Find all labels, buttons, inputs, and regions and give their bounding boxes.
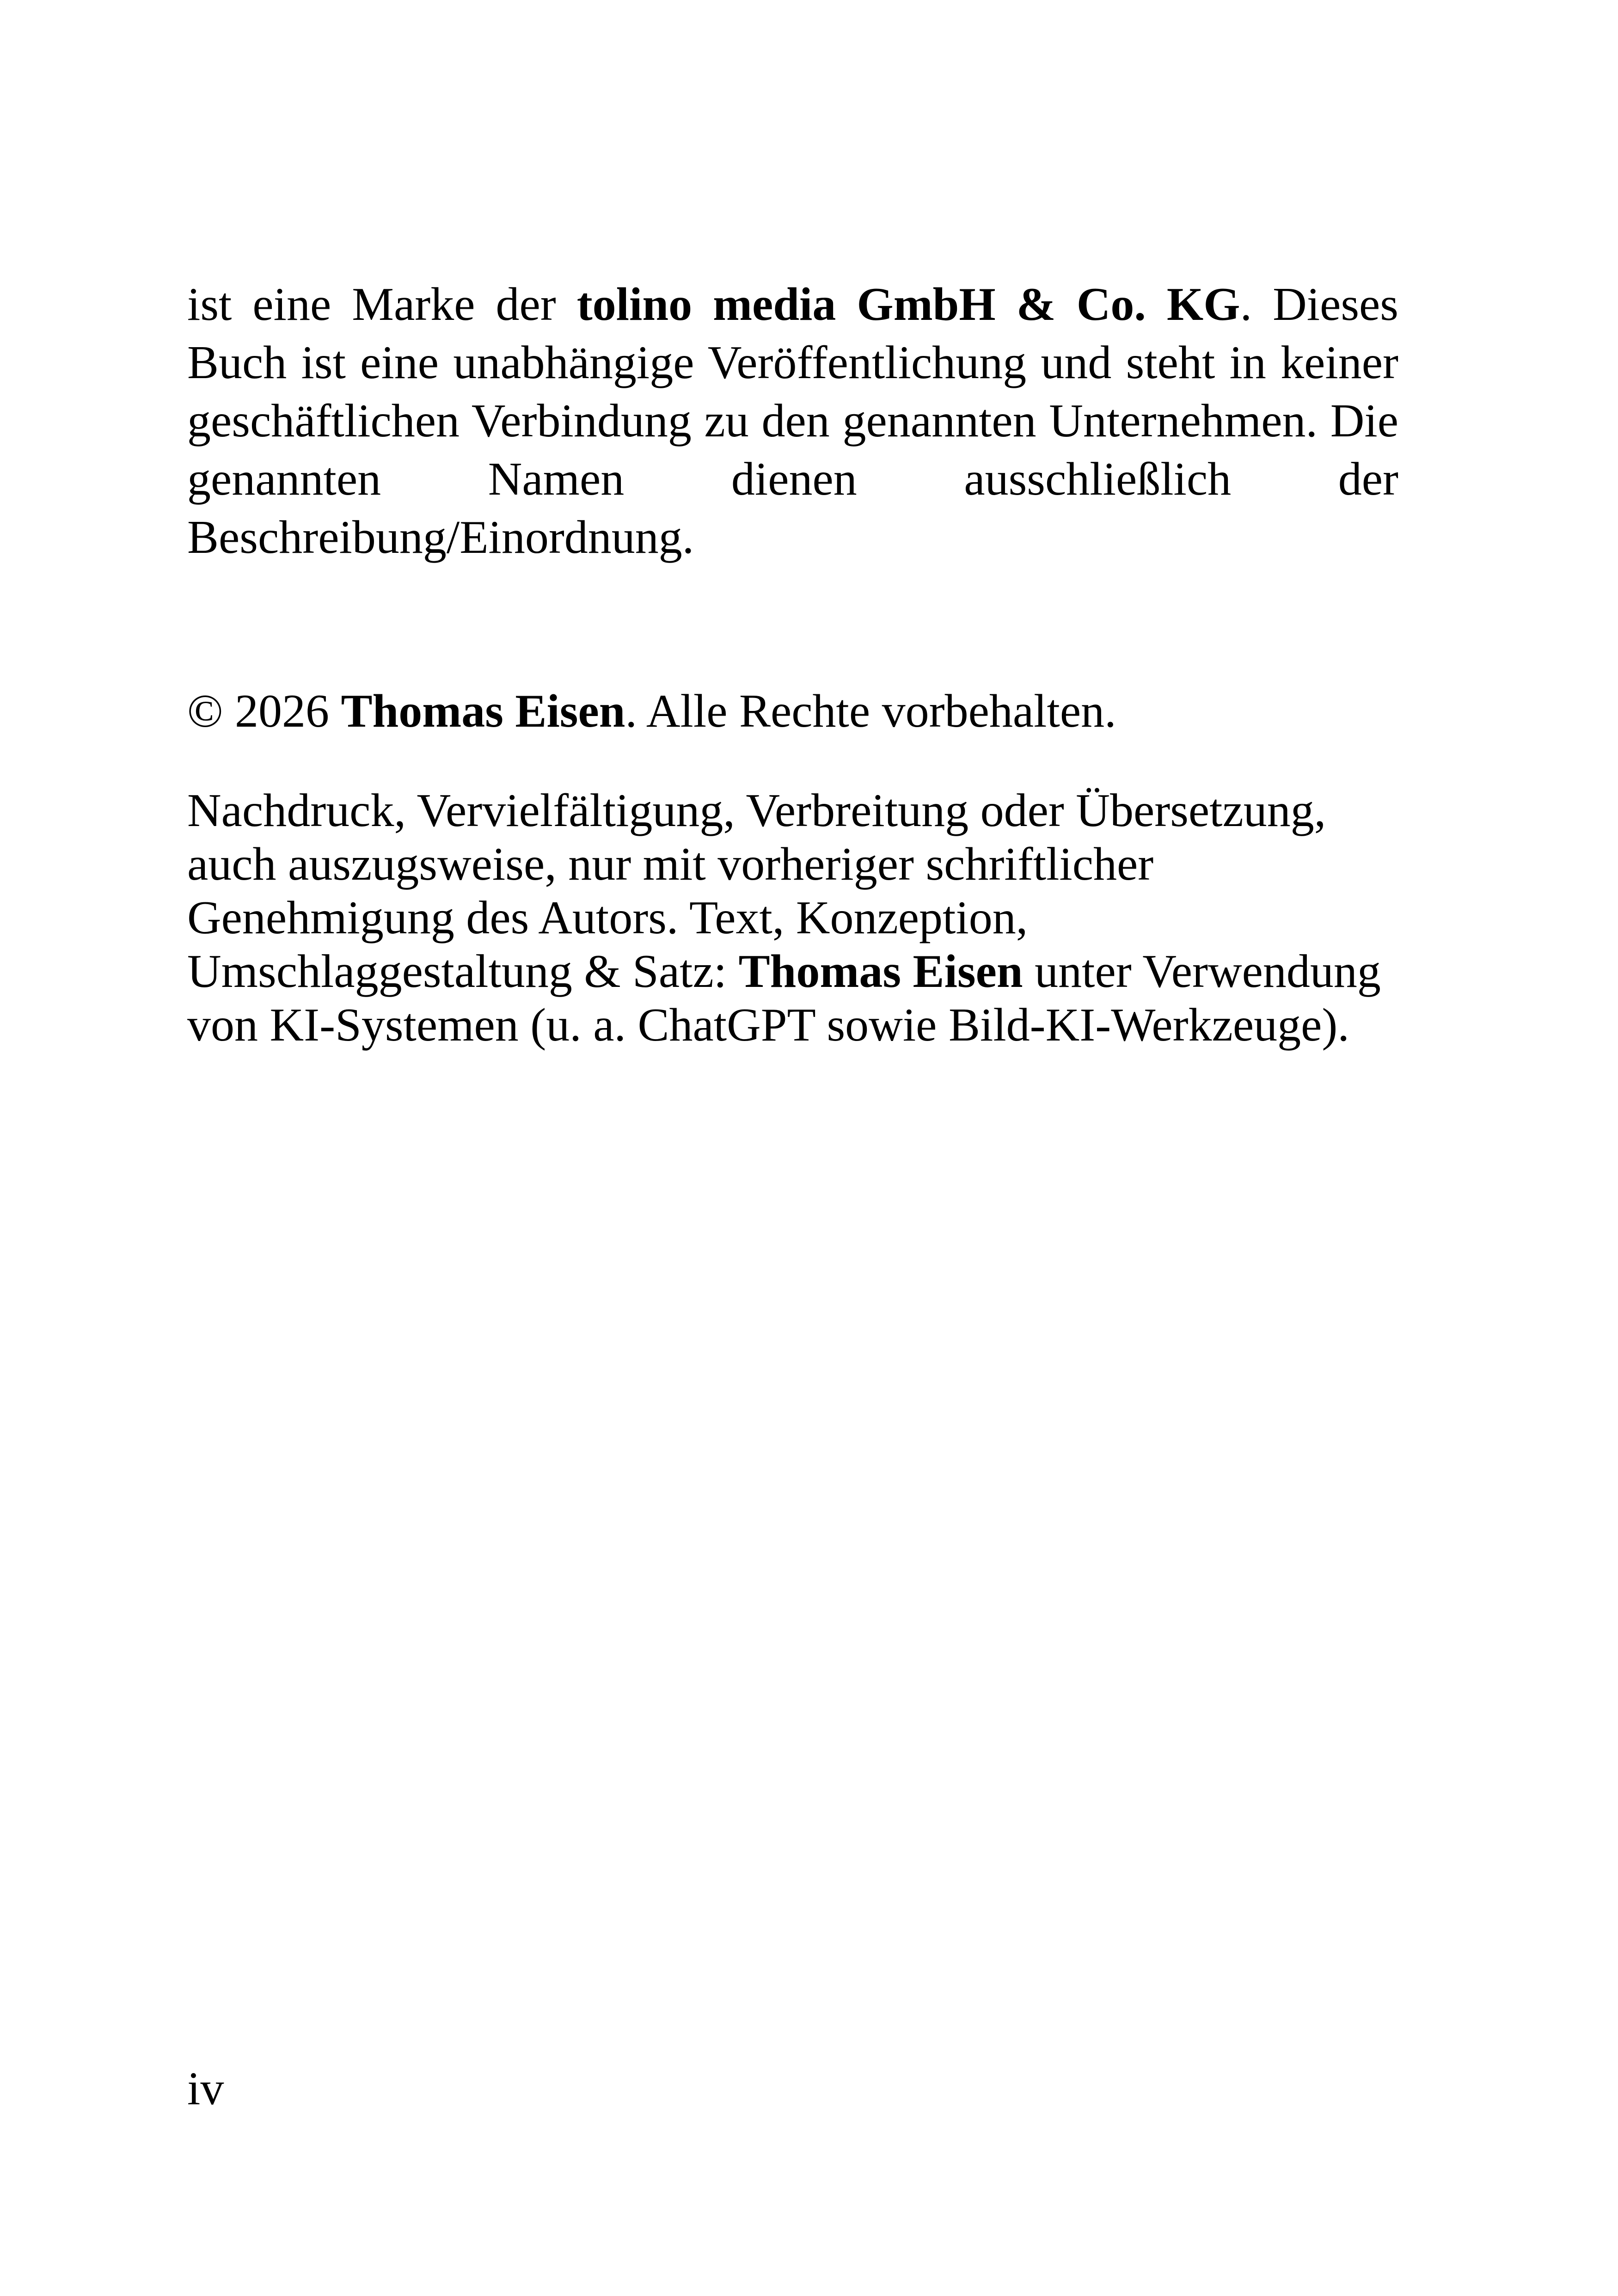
rights-line-1: Nachdruck, Vervielfältigung, Verbreitung oder Übersetzung, [187,784,1326,837]
rights-paragraph [187,784,1435,1052]
copyright-line [187,682,1398,741]
rights-line-3: Genehmigung des Autors. Text, Konzeption, [187,892,1028,944]
copyright-prefix: © 2026 [187,685,341,737]
rights-line-4-suffix: unter Verwendung [1023,945,1381,998]
rights-line-5: von KI-Systemen (u. a. ChatGPT sowie Bild-KI-Werkzeuge). [187,999,1349,1051]
copyright-author: Thomas Eisen [341,685,625,737]
copyright-suffix: . Alle Rechte vorbehalten. [625,685,1116,737]
trademark-text-start: ist eine Marke der [187,278,577,331]
trademark-text-rest: . Dieses Buch ist eine unabhängige Veröffentlichung und steht in keiner geschäftlichen Verbindung zu den genannten Unternehmen. Die genannten Namen dienen ausschließlich der Beschreibung/Einordnung. [187,278,1398,563]
rights-line-2: auch auszugsweise, nur mit vorheriger schriftlicher [187,838,1154,890]
page-number: iv [187,2063,224,2115]
trademark-paragraph [187,276,1398,567]
rights-line-4-prefix: Umschlaggestaltung & Satz: [187,945,739,998]
rights-line-4 [187,945,1435,998]
rights-author: Thomas Eisen [738,945,1023,998]
company-name: tolino media GmbH & Co. KG [576,278,1240,331]
